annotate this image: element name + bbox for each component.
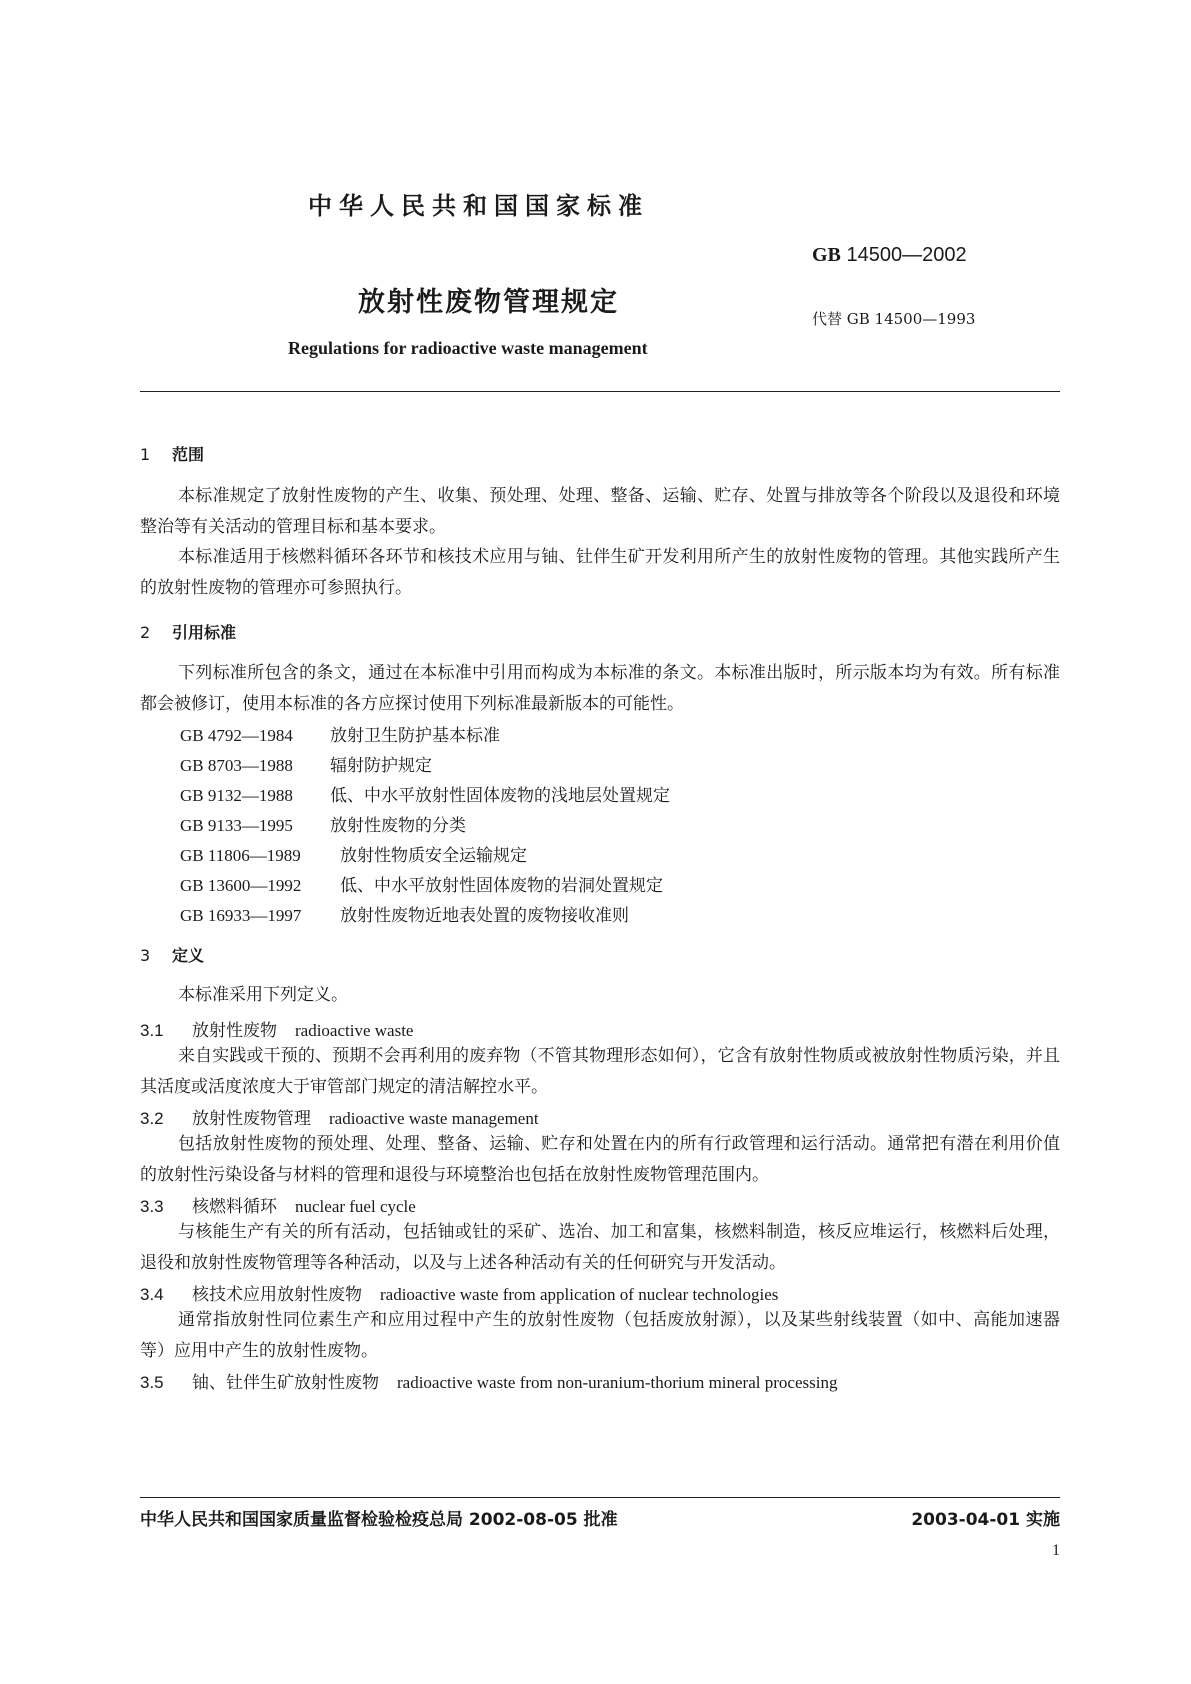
- reference-code: GB 4792—1984: [180, 726, 293, 745]
- definition-term-en: radioactive waste from application of nuclear technologies: [380, 1285, 779, 1304]
- section-2-heading: [140, 620, 236, 643]
- standard-prefix: GB: [812, 244, 841, 266]
- reference-item: [180, 841, 527, 866]
- section-number: 3: [140, 946, 151, 965]
- reference-title: 低、中水平放射性固体废物的浅地层处置规定: [330, 786, 670, 806]
- approval-info: 中华人民共和国国家质量监督检验检疫总局 2002-08-05 批准: [140, 1510, 618, 1530]
- reference-code: GB 16933—1997: [180, 906, 302, 925]
- replaces-standard: 代替 GB 14500—1993: [812, 310, 976, 328]
- definition-term-en: radioactive waste management: [329, 1109, 539, 1128]
- definition-number: 3.4: [140, 1285, 164, 1304]
- definition-number: 3.1: [140, 1021, 164, 1040]
- document-title-cn: 放射性废物管理规定: [358, 287, 619, 318]
- section-title: 引用标准: [172, 623, 237, 642]
- reference-title: 放射卫生防护基本标准: [330, 726, 500, 746]
- definition-number: 3.2: [140, 1109, 164, 1128]
- definition-text: 通常指放射性同位素生产和应用过程中产生的放射性废物（包括废放射源），以及某些射线装置（如中、高能加速器等）应用中产生的放射性废物。: [140, 1310, 1060, 1361]
- definition-term-cn: 核燃料循环: [192, 1197, 277, 1217]
- section-3-intro: 本标准采用下列定义。: [178, 985, 348, 1005]
- section-title: 范围: [172, 445, 205, 464]
- definition-term-cn: 核技术应用放射性废物: [192, 1285, 362, 1305]
- footer-divider: [140, 1497, 1060, 1498]
- reference-title: 辐射防护规定: [330, 756, 432, 776]
- section-2-paragraph-1: 下列标准所包含的条文，通过在本标准中引用而构成为本标准的条文。本标准出版时，所示版本均为有效。所有标准都会被修订，使用本标准的各方应探讨使用下列标准最新版本的可能性。: [140, 663, 1060, 714]
- reference-item: [180, 871, 663, 896]
- reference-code: GB 11806—1989: [180, 846, 301, 865]
- reference-item: [180, 901, 629, 926]
- reference-title: 低、中水平放射性固体废物的岩洞处置规定: [340, 876, 663, 896]
- section-number: 1: [140, 445, 151, 464]
- reference-code: GB 13600—1992: [180, 876, 302, 895]
- definition-term-cn: 放射性废物管理: [192, 1109, 311, 1129]
- definition-heading: [140, 1104, 539, 1129]
- reference-title: 放射性废物的分类: [330, 816, 466, 836]
- standard-code: 14500—2002: [846, 244, 967, 266]
- document-title-en: Regulations for radioactive waste management: [288, 338, 648, 358]
- section-1-paragraph-2: 本标准适用于核燃料循环各环节和核技术应用与铀、钍伴生矿开发利用所产生的放射性废物的管理。其他实践所产生的放射性废物的管理亦可参照执行。: [140, 547, 1060, 598]
- definition-term-cn: 放射性废物: [192, 1021, 277, 1041]
- section-title: 定义: [172, 946, 205, 965]
- reference-item: [180, 811, 466, 836]
- definition-number: 3.3: [140, 1197, 164, 1216]
- reference-code: GB 8703—1988: [180, 756, 293, 775]
- definition-text: 来自实践或干预的、预期不会再利用的废弃物（不管其物理形态如何），它含有放射性物质或被放射性物质污染，并且其活度或活度浓度大于审管部门规定的清洁解控水平。: [140, 1046, 1060, 1097]
- national-standard-label: 中华人民共和国国家标准: [308, 192, 649, 220]
- reference-item: [180, 781, 670, 806]
- reference-title: 放射性物质安全运输规定: [340, 846, 527, 866]
- definition-term-cn: 铀、钍伴生矿放射性废物: [192, 1373, 379, 1393]
- definition-term-en: radioactive waste from non-uranium-thorium mineral processing: [397, 1373, 838, 1392]
- reference-code: GB 9132—1988: [180, 786, 293, 805]
- section-1-paragraph-1: 本标准规定了放射性废物的产生、收集、预处理、处理、整备、运输、贮存、处置与排放等各个阶段以及退役和环境整治等有关活动的管理目标和基本要求。: [140, 486, 1060, 537]
- definition-heading: [140, 1368, 837, 1393]
- page-number: 1: [1052, 1542, 1060, 1559]
- definition-heading: [140, 1280, 778, 1305]
- section-1-heading: [140, 442, 204, 465]
- definition-text: 包括放射性废物的预处理、处理、整备、运输、贮存和处置在内的所有行政管理和运行活动。通常把有潜在利用价值的放射性污染设备与材料的管理和退役与环境整治也包括在放射性废物管理范围内。: [140, 1134, 1060, 1185]
- definition-heading: [140, 1192, 416, 1217]
- definition-number: 3.5: [140, 1373, 164, 1392]
- reference-title: 放射性废物近地表处置的废物接收准则: [340, 906, 629, 926]
- reference-item: [180, 751, 432, 776]
- definition-heading: [140, 1016, 413, 1041]
- section-3-heading: [140, 943, 204, 966]
- definition-term-en: radioactive waste: [295, 1021, 414, 1040]
- section-number: 2: [140, 623, 151, 642]
- reference-code: GB 9133—1995: [180, 816, 293, 835]
- effective-date: 2003-04-01 实施: [911, 1510, 1060, 1530]
- standard-number: [812, 244, 967, 267]
- reference-item: [180, 721, 500, 746]
- header-divider: [140, 391, 1060, 392]
- definition-term-en: nuclear fuel cycle: [295, 1197, 416, 1216]
- definition-text: 与核能生产有关的所有活动，包括铀或钍的采矿、选冶、加工和富集，核燃料制造，核反应堆运行，核燃料后处理，退役和放射性废物管理等各种活动，以及与上述各种活动有关的任何研究与开发活动。: [140, 1222, 1060, 1273]
